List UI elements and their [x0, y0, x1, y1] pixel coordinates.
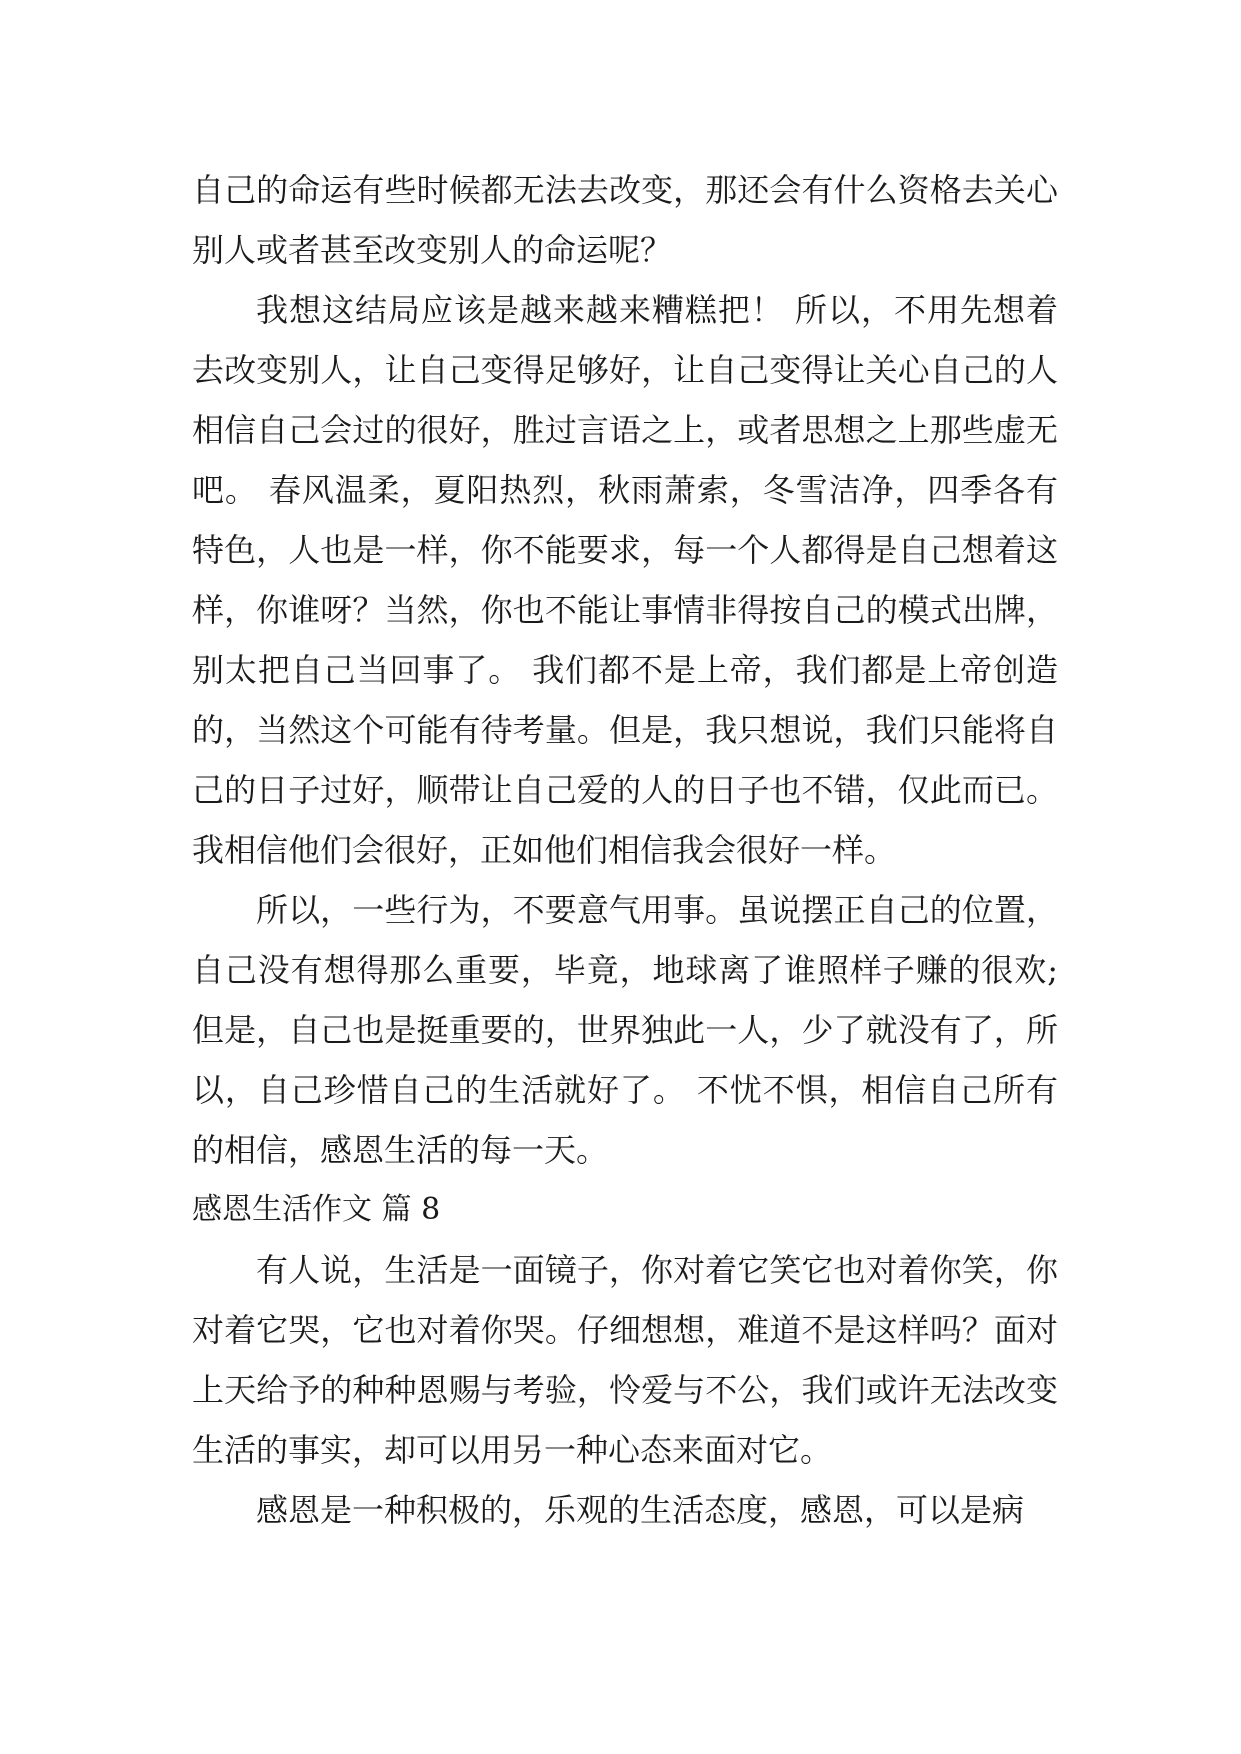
paragraph-2: 我想这结局应该是越来越来糟糕把！ 所以，不用先想着去改变别人，让自己变得足够好，让自己变得让关心自己的人相信自己会过的很好，胜过言语之上，或者思想之上那些虚无吧。 春风温柔，夏阳热烈，秋雨萧索，冬雪洁净，四季各有特色，人也是一样，你不能要求，每一个人都得是自己想着这样，你谁呀？当然，你也不能让事情非得按自己的模式出牌，别太把自己当回事了。 我们都不是上帝，我们都是上帝创造的，当然这个可能有待考量。但是，我只想说，我们只能将自己的日子过好，顺带让自己爱的人的日子也不错，仅此而已。 我相信他们会很好，正如他们相信我会很好一样。: [192, 291, 1058, 869]
section-heading: 感恩生活作文 篇 8: [192, 1192, 441, 1227]
paragraph-3: 所以，一些行为，不要意气用事。虽说摆正自己的位置，自己没有想得那么重要，毕竟，地球离了谁照样子赚的很欢;但是，自己也是挺重要的，世界独此一人，少了就没有了，所以，自己珍惜自己的生活就好了。 不忧不惧，相信自己所有的相信，感恩生活的每一天。: [192, 891, 1058, 1169]
paragraph-1: 自己的命运有些时候都无法去改变，那还会有什么资格去关心别人或者甚至改变别人的命运呢？: [192, 171, 1058, 269]
paragraph-5: 感恩是一种积极的，乐观的生活态度，感恩，可以是病: [256, 1491, 1025, 1529]
document-body: [192, 160, 1058, 1540]
paragraph-4: 有人说，生活是一面镜子，你对着它笑它也对着你笑，你对着它哭，它也对着你哭。仔细想想，难道不是这样吗？面对上天给予的种种恩赐与考验，怜爱与不公，我们或许无法改变生活的事实，却可以用另一种心态来面对它。: [192, 1251, 1058, 1469]
